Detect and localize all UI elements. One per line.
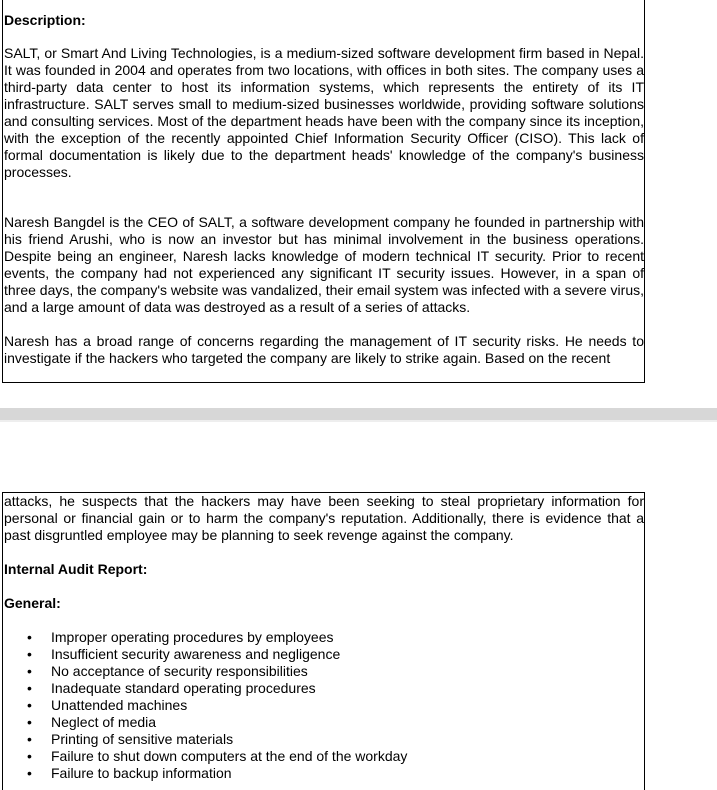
page-break-gap xyxy=(0,408,717,420)
bullet-icon: • xyxy=(27,714,32,730)
bullet-icon: • xyxy=(27,765,32,781)
general-findings-list xyxy=(4,629,644,782)
audit-report-heading: Internal Audit Report: xyxy=(4,561,148,577)
bullet-icon: • xyxy=(27,646,32,662)
page-break-edge xyxy=(0,420,717,422)
list-item: • Failure to shut down computers at the end of the workday xyxy=(27,748,408,764)
list-item: • Unattended machines xyxy=(27,697,188,713)
description-paragraph-3-end: attacks, he suspects that the hackers may have been seeking to steal proprietary information for personal or financial gain or to harm the company's reputation. Additionally, there is evidence that a past disgruntled employee may be planning to seek revenge against the company. xyxy=(4,493,644,543)
bullet-icon: • xyxy=(27,680,32,696)
list-item: • Failure to backup information xyxy=(27,765,232,781)
description-paragraph-3-start: Naresh has a broad range of concerns regarding the management of IT security risks. He needs to investigate if the hackers who targeted the company are likely to strike again. Based on the recent xyxy=(4,333,644,366)
list-item: • Neglect of media xyxy=(27,714,157,730)
list-item: • No acceptance of security responsibilities xyxy=(27,663,308,679)
description-paragraph-1: SALT, or Smart And Living Technologies, is a medium-sized software development firm based in Nepal. It was founded in 2004 and operates from two locations, with offices in both sites. The company uses a third-party data center to host its information systems, which represents the entirety of its IT infrastructure. SALT serves small to medium-sized businesses worldwide, providing software solutions and consulting services. Most of the department heads have been with the company since its inception, with the exception of the recently appointed Chief Information Security Officer (CISO). This lack of formal documentation is likely due to the department heads' knowledge of the company's business processes. xyxy=(4,45,644,180)
bullet-icon: • xyxy=(27,697,32,713)
list-item: • Insufficient security awareness and negligence xyxy=(27,646,341,662)
table-cell-description xyxy=(2,0,645,383)
list-item: • Printing of sensitive materials xyxy=(27,731,234,747)
list-item: • Inadequate standard operating procedures xyxy=(27,680,316,696)
general-heading: General: xyxy=(4,595,61,611)
table-cell-continued xyxy=(2,492,645,790)
bullet-icon: • xyxy=(27,748,32,764)
bullet-icon: • xyxy=(27,731,32,747)
bullet-icon: • xyxy=(27,663,32,679)
description-paragraph-2: Naresh Bangdel is the CEO of SALT, a software development company he founded in partnership with his friend Arushi, who is now an investor but has minimal involvement in the business operations. Despite being an engineer, Naresh lacks knowledge of modern technical IT security. Prior to recent events, the company had not experienced any significant IT security issues. However, in a span of three days, the company's website was vandalized, their email system was infected with a severe virus, and a large amount of data was destroyed as a result of a series of attacks. xyxy=(4,214,644,315)
list-item: • Improper operating procedures by employees xyxy=(27,629,334,645)
bullet-icon: • xyxy=(27,629,32,645)
description-heading: Description: xyxy=(4,12,86,28)
